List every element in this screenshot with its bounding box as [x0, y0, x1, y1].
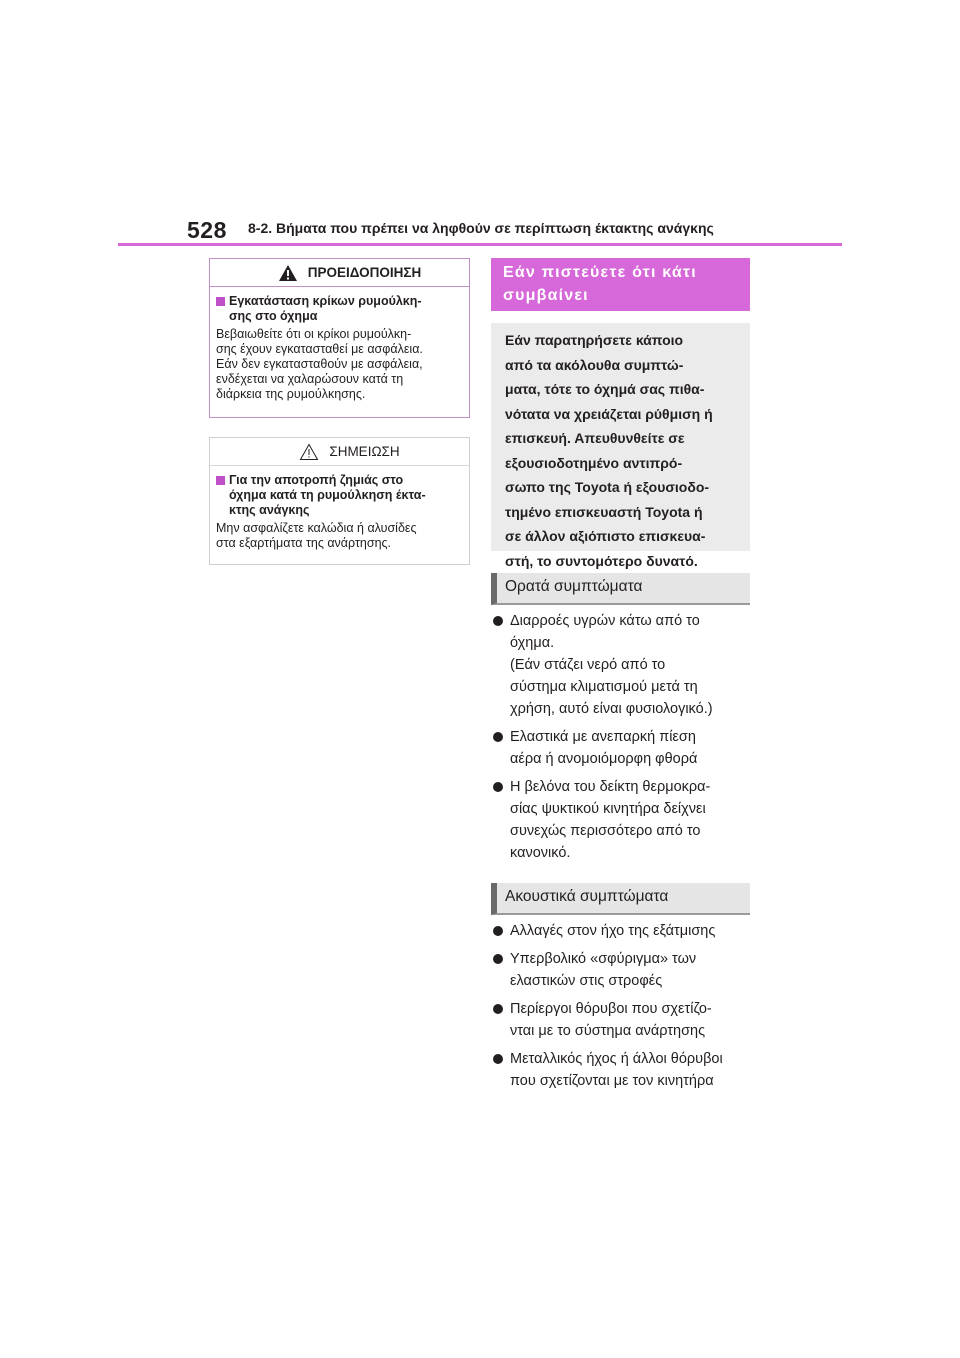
- page-header: [0, 0, 960, 250]
- warning-body: Βεβαιωθείτε ότι οι κρίκοι ρυμούλκη- σης έχουν εγκατασταθεί με ασφάλεια. Εάν δεν εγκατασταθούν με ασφάλεια, ενδέχεται να χαλαρώσουν κατά τη διάρκεια της ρυμούλκησης.: [216, 327, 423, 401]
- note-subheading-text: Για την αποτροπή ζημιάς στο όχημα κατά τη ρυμούλκηση έκτα- κτης ανάγκης: [229, 473, 426, 517]
- visible-symptoms-heading: Ορατά συμπτώματα: [491, 573, 750, 605]
- chapter-title: 8-2. Βήματα που πρέπει να ληφθούν σε περίπτωση έκτακτης ανάγκης: [248, 220, 714, 236]
- audible-symptoms-heading: Ακουστικά συμπτώματα: [491, 883, 750, 915]
- visible-symptoms-list: [491, 610, 753, 870]
- header-divider: [118, 243, 842, 246]
- warning-box-header: [210, 259, 469, 287]
- notice-triangle-icon: [299, 443, 319, 461]
- bullet-icon: [493, 782, 503, 792]
- audible-symptoms-list: [491, 920, 753, 1098]
- bullet-icon: [493, 732, 503, 742]
- section-title: Εάν πιστεύετε ότι κάτι συμβαίνει: [491, 258, 750, 311]
- list-item-text: Περίεργοι θόρυβοι που σχετίζο- νται με το σύστημα ανάρτησης: [510, 1001, 712, 1039]
- list-item-text: Διαρροές υγρών κάτω από το όχημα. (Εάν στάζει νερό από το σύστημα κλιματισμού μετά τη χρήση, αυτό είναι φυσιολογικό.): [510, 613, 713, 717]
- warning-triangle-icon: [278, 264, 298, 282]
- note-box-header: [210, 438, 469, 466]
- warning-title: ΠΡΟΕΙΔΟΠΟΙΗΣΗ: [307, 265, 422, 280]
- list-item-text: Ελαστικά με ανεπαρκή πίεση αέρα ή ανομοιόμορφη φθορά: [510, 729, 698, 767]
- list-item: [491, 948, 753, 992]
- page-number: 528: [187, 217, 227, 243]
- note-title: ΣΗΜΕΙΩΣΗ: [329, 444, 400, 459]
- note-box: [209, 437, 470, 565]
- square-bullet-icon: [216, 476, 225, 485]
- bullet-icon: [493, 954, 503, 964]
- list-item: [491, 776, 753, 864]
- warning-subheading: [216, 294, 461, 324]
- bullet-icon: [493, 926, 503, 936]
- list-item: [491, 726, 753, 770]
- list-item-text: Υπερβολικό «σφύριγμα» των ελαστικών στις στροφές: [510, 951, 697, 989]
- warning-box: [209, 258, 470, 418]
- list-item: [491, 1048, 753, 1092]
- list-item-text: Αλλαγές στον ήχο της εξάτμισης: [510, 923, 716, 939]
- bullet-icon: [493, 1004, 503, 1014]
- list-item: [491, 610, 753, 720]
- list-item-text: Η βελόνα του δείκτη θερμοκρα- σίας ψυκτικού κινητήρα δείχνει συνεχώς περισσότερο από το κανονικό.: [510, 779, 711, 861]
- list-item: [491, 998, 753, 1042]
- note-subheading: [216, 473, 461, 518]
- bullet-icon: [493, 616, 503, 626]
- square-bullet-icon: [216, 297, 225, 306]
- list-item: [491, 920, 753, 942]
- note-body: Μην ασφαλίζετε καλώδια ή αλυσίδες στα εξαρτήματα της ανάρτησης.: [216, 521, 417, 550]
- warning-subheading-text: Εγκατάσταση κρίκων ρυμούλκη- σης στο όχημα: [229, 294, 422, 323]
- intro-text: Εάν παρατηρήσετε κάποιο από τα ακόλουθα συμπτώ- ματα, τότε το όχημά σας πιθα- νότατα να χρειάζεται ρύθμιση ή επισκευή. Απευθυνθείτε σε εξουσιοδοτημένο αντιπρό- σωπο της Toyota ή εξουσιοδο- τημένο επισκευαστή Toyota ή σε άλλον αξιόπιστο επισκευα- στή, το συντομότερο δυνατό.: [491, 323, 750, 551]
- list-item-text: Μεταλλικός ήχος ή άλλοι θόρυβοι που σχετίζονται με τον κινητήρα: [510, 1051, 723, 1089]
- bullet-icon: [493, 1054, 503, 1064]
